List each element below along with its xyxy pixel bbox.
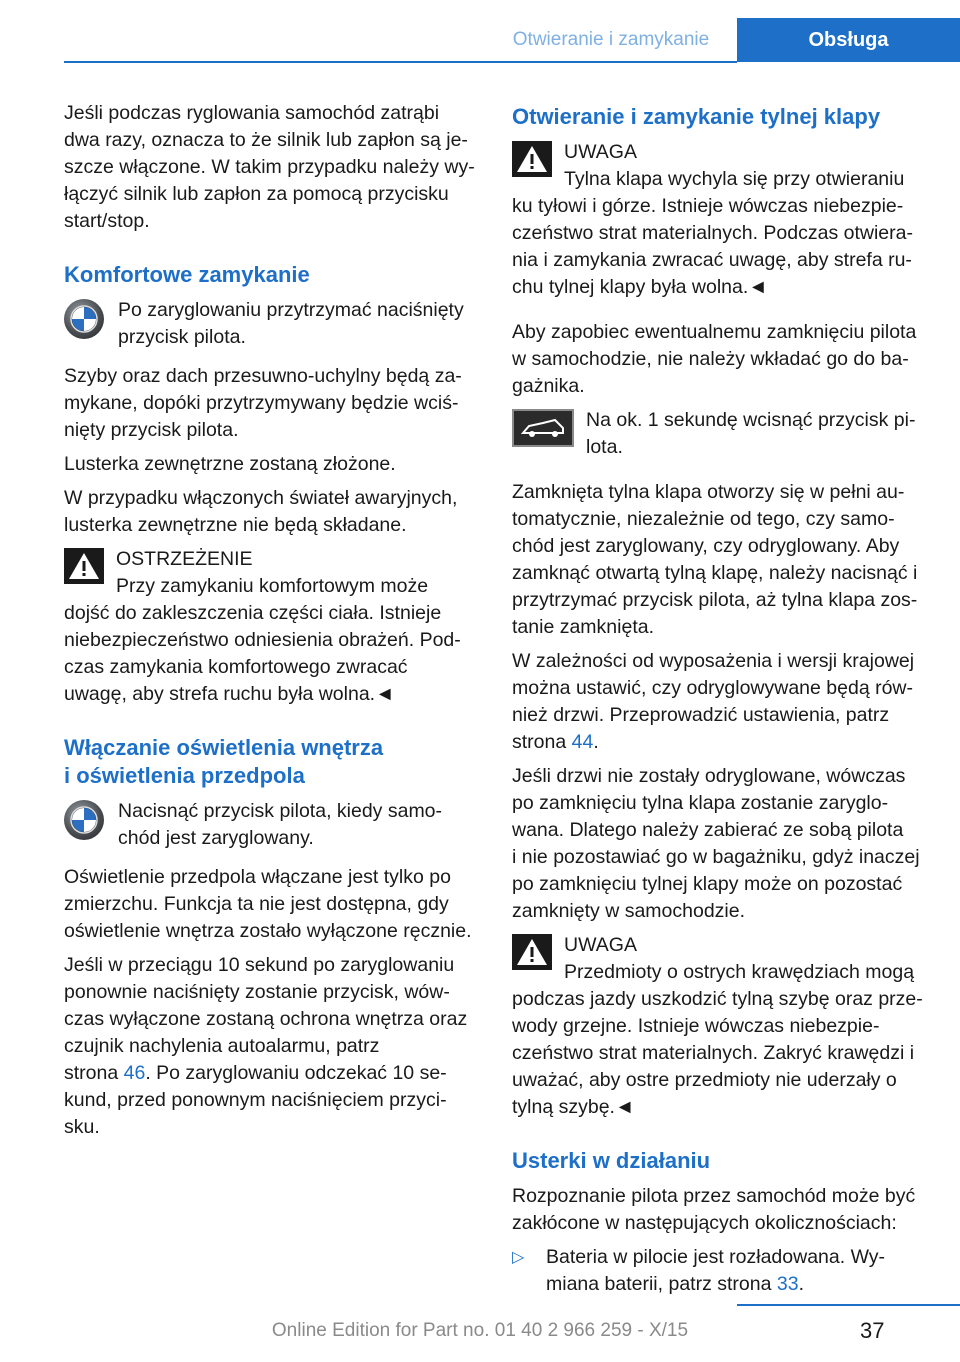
instruction-text: Na ok. 1 sekundę wcisnąć przycisk pi‐ lota. bbox=[586, 409, 916, 458]
page-number: 37 bbox=[860, 1318, 885, 1343]
list-item: ▷ Bateria w pilocie jest rozładowana. Wy‐ miana baterii, patrz strona 33. bbox=[512, 1244, 932, 1298]
footer-edition: Online Edition for Part no. 01 40 2 966 259 - X/15 bbox=[271, 1320, 689, 1341]
bullet-triangle-icon: ▷ bbox=[512, 1249, 525, 1266]
caution-title: UWAGA bbox=[564, 934, 637, 956]
left-column bbox=[64, 100, 484, 1148]
warning-box bbox=[64, 546, 484, 708]
remote-key-icon bbox=[64, 800, 104, 840]
header-rule bbox=[64, 61, 737, 63]
caution-box bbox=[512, 932, 932, 1121]
warning-body: Przy zamykaniu komfortowym może dojść do zakleszczenia części ciała. Istnieje niebezpieczeństwo odniesienia obrażeń. Pod‐ czas zamykania komfortowego zwracać uwagę, aby strefa ruchu była wolna.◄ bbox=[64, 575, 461, 705]
paragraph-with-link: Jeśli w przeciągu 10 sekund po zaryglowaniu ponownie naciśnięty zostanie przycisk, wów‐ czas wyłączone zostaną ochrona wnętrza oraz czujnik nachylenia autoalarmu, patrz strona 46. Po zaryglowaniu odczekać 10 se‐ kund, przed ponownym naciśnięciem przyci‐ sku. bbox=[64, 954, 468, 1138]
header-chapter-tab[interactable]: Obsługa bbox=[737, 18, 960, 62]
warning-triangle-icon bbox=[512, 141, 552, 177]
header-section-title: Otwieranie i zamykanie bbox=[512, 29, 710, 50]
remote-key-icon bbox=[64, 299, 104, 339]
page-link[interactable]: 44 bbox=[571, 731, 594, 753]
paragraph: Rozpoznanie pilota przez samochód może być zakłócone w następujących okolicznościach: bbox=[512, 1185, 916, 1234]
paragraph: Zamknięta tylna klapa otworzy się w pełni au‐ tomatycznie, niezależnie od tego, czy samo‐ chód jest zaryglowany, czy odryglowany. Aby zamknąć otwartą tylną klapę, należy nacisnąć i przytrzymać przycisk pilota, aż tylna klapa zos‐ tanie zamknięta. bbox=[512, 481, 918, 638]
warning-title: OSTRZEŻENIE bbox=[116, 548, 253, 570]
section-heading: Włączanie oświetlenia wnętrza i oświetlenia przedpola bbox=[64, 735, 384, 788]
paragraph-with-link: W zależności od wyposażenia i wersji krajowej można ustawić, czy odryglowywane będą rów‐ nież drzwi. Przeprowadzić ustawienia, patrz strona 44. bbox=[512, 650, 915, 753]
caution-title: UWAGA bbox=[564, 141, 637, 163]
instruction-text: Po zaryglowaniu przytrzymać naciśnięty przycisk pilota. bbox=[118, 299, 464, 348]
warning-triangle-icon bbox=[512, 934, 552, 970]
caution-box bbox=[512, 139, 932, 301]
footer-rule bbox=[737, 1304, 960, 1306]
trunk-button-icon bbox=[512, 409, 574, 447]
remote-key-instruction bbox=[64, 798, 484, 852]
section-heading: Komfortowe zamykanie bbox=[64, 262, 310, 287]
paragraph: W przypadku włączonych świateł awaryjnych, lusterka zewnętrzne nie będą składane. bbox=[64, 487, 458, 536]
right-column bbox=[512, 103, 932, 1298]
paragraph: Oświetlenie przedpola włączane jest tylko po zmierzchu. Funkcja ta nie jest dostępna, gdy oświetlenie wnętrza zostało wyłączone ręcznie. bbox=[64, 866, 472, 942]
caution-body: Przedmioty o ostrych krawędziach mogą podczas jazdy uszkodzić tylną szybę oraz prze‐ wody grzejne. Istnieje wówczas niebezpie‐ czeństwo strat materialnych. Zakryć krawędzi i uważać, aby ostre przedmioty nie uderzały o tylną szybę.◄ bbox=[512, 961, 923, 1118]
paragraph: Szyby oraz dach przesuwno-uchylny będą za‐ mykane, dopóki przytrzymywany będzie wciś‐ nięty przycisk pilota. bbox=[64, 365, 462, 441]
trunk-button-instruction bbox=[512, 407, 932, 461]
paragraph: Aby zapobiec ewentualnemu zamknięciu pilota w samochodzie, nie należy wkładać go do ba‐ gażnika. bbox=[512, 321, 917, 397]
caution-body: Tylna klapa wychyla się przy otwieraniu ku tyłowi i górze. Istnieje wówczas niebezpie‐ czeństwo strat materialnych. Podczas otwiera‐ nia i zamykania zwracać uwagę, aby strefa ru‐ chu tylnej klapy była wolna.◄ bbox=[512, 168, 913, 298]
paragraph: Jeśli drzwi nie zostały odryglowane, wówczas po zamknięciu tylna klapa zostanie zaryglo‐ wana. Dlatego należy zabierać ze sobą pilota i nie pozostawiać go w bagażniku, gdyż inaczej po zamknięciu tylnej klapy może on pozostać zamknięty w samochodzie. bbox=[512, 765, 920, 922]
page-link[interactable]: 46 bbox=[123, 1062, 146, 1084]
warning-triangle-icon bbox=[64, 548, 104, 584]
instruction-text: Nacisnąć przycisk pilota, kiedy samo‐ chód jest zaryglowany. bbox=[118, 800, 443, 849]
paragraph: Jeśli podczas ryglowania samochód zatrąbi dwa razy, oznacza to że silnik lub zapłon są je‐ szcze włączone. W takim przypadku należy wy‐ łączyć silnik lub zapłon za pomocą przycisku start/stop. bbox=[64, 102, 475, 232]
remote-key-instruction bbox=[64, 297, 484, 351]
page-link[interactable]: 33 bbox=[776, 1273, 799, 1295]
paragraph: Lusterka zewnętrzne zostaną złożone. bbox=[64, 453, 396, 475]
section-heading: Usterki w działaniu bbox=[512, 1148, 711, 1173]
section-heading: Otwieranie i zamykanie tylnej klapy bbox=[512, 104, 881, 129]
